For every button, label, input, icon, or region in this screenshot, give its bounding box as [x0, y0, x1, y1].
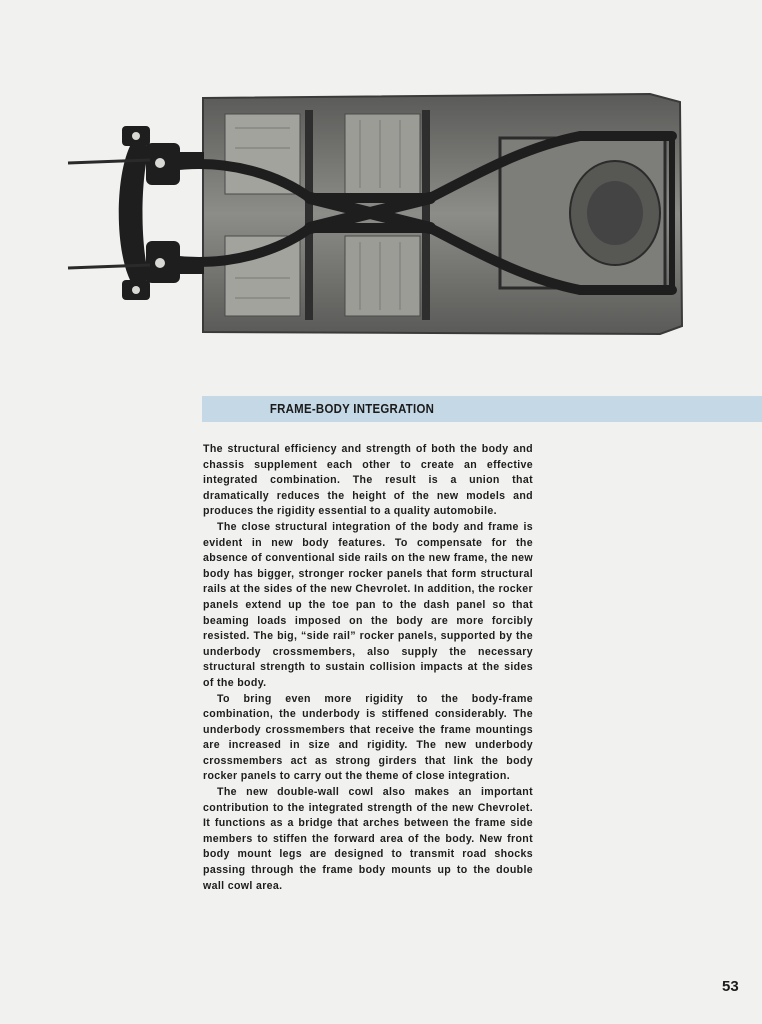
paragraph: The structural efficiency and strength of both the body and chassis supplement each other to create an effective integrated combination. The result is a union that dramatically reduces the height of the new models and produces the rigidity essential to a quality automobile. — [203, 443, 533, 518]
chassis-underbody-photo — [60, 88, 690, 338]
article-body — [203, 442, 533, 894]
paragraph: The new double-wall cowl also makes an important contribution to the integrated strength of the new Chevrolet. It functions as a bridge that arches between the frame side members to stiffen the forward area of the body. New front body mount legs are designed to transmit road shocks passing through the frame body mounts up to the double wall cowl area. — [203, 786, 533, 892]
page-number: 53 — [722, 978, 739, 995]
paragraph: The close structural integration of the body and frame is evident in new body features. To compensate for the absence of conventional side rails on the new frame, the new body has bigger, stronger rocker panels that form structural rails at the sides of the new Chevrolet. In addition, the rocker panels extend up the toe pan to the dash panel so that beaming loads imposed on the body are more forcibly resisted. The big, “side rail” rocker panels, supported by the underbody crossmembers, also supply the necessary structural strength to sustain collision impacts at the sides of the body. — [203, 520, 533, 689]
section-heading: FRAME-BODY INTEGRATION — [269, 401, 435, 416]
section-heading-bar — [202, 396, 762, 422]
paragraph: To bring even more rigidity to the body-frame combination, the underbody is stiffened considerably. The underbody crossmembers that receive the frame mountings are increased in size and rigidity. The new underbody crossmembers act as strong girders that link the body rocker panels to carry out the theme of close integration. — [203, 692, 533, 783]
